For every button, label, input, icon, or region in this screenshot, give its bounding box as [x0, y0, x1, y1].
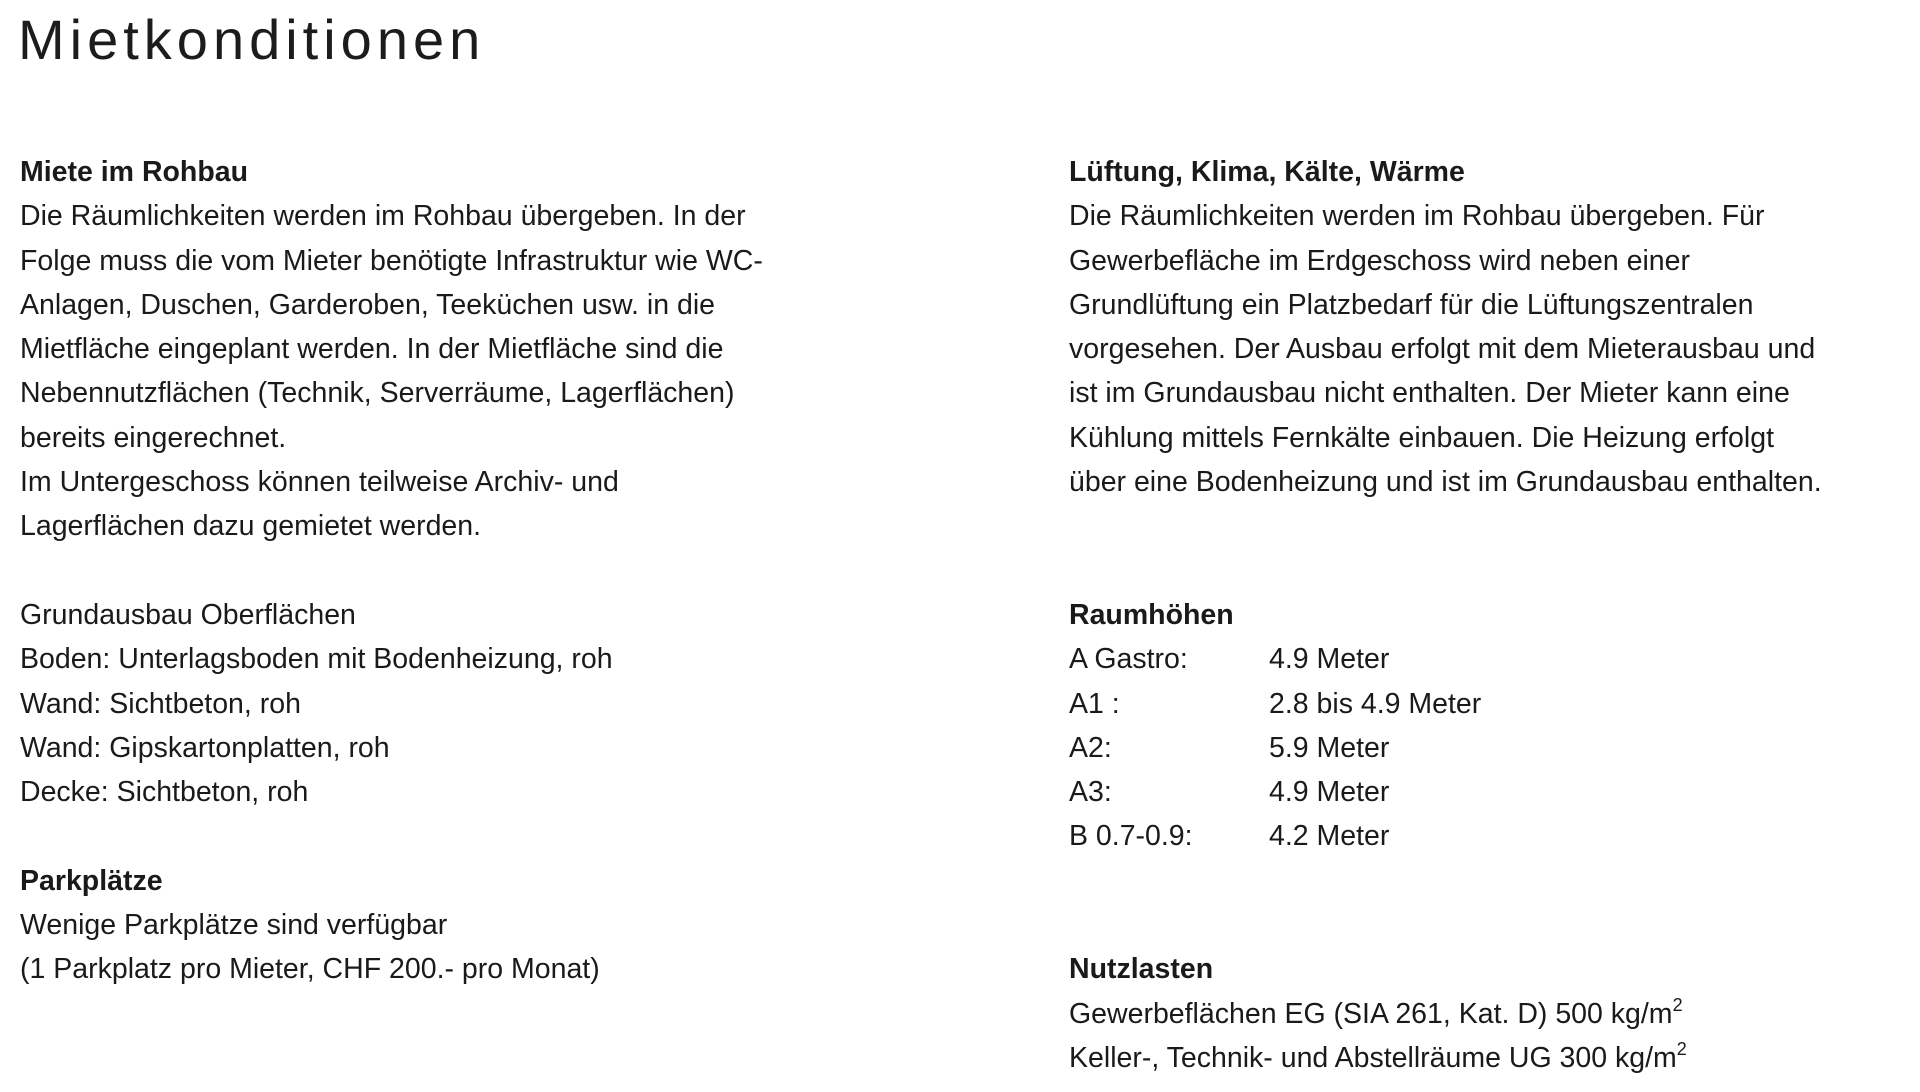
section-heading: Parkplätze [20, 864, 163, 897]
raumhoehe-label: A Gastro: [1069, 643, 1188, 676]
spacer [1069, 859, 1914, 948]
spacer [1069, 504, 1914, 548]
section-miete-im-rohbau [20, 150, 900, 549]
text-line: Gewerbefläche im Erdgeschoss wird neben einer [1069, 244, 1690, 277]
left-column [20, 150, 900, 992]
text-line: (1 Parkplatz pro Mieter, CHF 200.- pro Monat) [20, 953, 600, 986]
nutzlast-line [1069, 992, 1914, 1036]
section-heading: Raumhöhen [1069, 598, 1234, 631]
spacer [20, 549, 900, 593]
text-line: Lagerflächen dazu gemietet werden. [20, 510, 482, 543]
raumhoehe-label: A3: [1069, 776, 1112, 809]
text-line: Die Räumlichkeiten werden im Rohbau übergeben. Für [1069, 200, 1765, 233]
raumhoehe-row [1069, 770, 1914, 814]
page-title: Mietkonditionen [18, 8, 486, 71]
text-line: Folge muss die vom Mieter benötigte Infrastruktur wie WC- [20, 244, 763, 277]
raumhoehe-value: 4.9 Meter [1269, 776, 1390, 809]
text-line: Wenige Parkplätze sind verfügbar [20, 909, 448, 942]
text-line: Im Untergeschoss können teilweise Archiv- und [20, 466, 619, 499]
section-heading: Grundausbau Oberflächen [20, 598, 356, 631]
text-line: bereits eingerechnet. [20, 421, 287, 454]
text-line: Nebennutzflächen (Technik, Serverräume, Lagerflächen) [20, 377, 735, 410]
superscript: 2 [1676, 1038, 1687, 1059]
section-lueftung [1069, 150, 1914, 504]
text-line: Boden: Unterlagsboden mit Bodenheizung, roh [20, 643, 613, 676]
section-raumhoehen [1069, 593, 1914, 859]
section-grundausbau [20, 593, 900, 814]
raumhoehe-label: A1 : [1069, 687, 1120, 720]
raumhoehe-row [1069, 814, 1914, 858]
raumhoehe-row [1069, 726, 1914, 770]
section-heading: Miete im Rohbau [20, 156, 249, 188]
nutzlast-text: Gewerbeflächen EG (SIA 261, Kat. D) 500 kg/m [1069, 997, 1673, 1030]
raumhoehe-label: A2: [1069, 731, 1112, 764]
text-line: Kühlung mittels Fernkälte einbauen. Die Heizung erfolgt [1069, 421, 1774, 454]
nutzlast-text: Keller-, Technik- und Abstellräume UG 300 kg/m [1069, 1041, 1677, 1074]
text-line: Anlagen, Duschen, Garderoben, Teeküchen usw. in die [20, 288, 716, 321]
section-heading: Nutzlasten [1069, 953, 1214, 986]
section-nutzlasten [1069, 947, 1914, 1080]
text-line: Mietfläche eingeplant werden. In der Mietfläche sind die [20, 333, 724, 366]
text-line: Wand: Sichtbeton, roh [20, 687, 301, 720]
raumhoehe-value: 4.2 Meter [1269, 820, 1390, 853]
raumhoehe-row [1069, 682, 1914, 726]
text-line: vorgesehen. Der Ausbau erfolgt mit dem Mieterausbau und [1069, 333, 1816, 366]
raumhoehe-label: B 0.7-0.9: [1069, 820, 1193, 853]
text-line: Decke: Sichtbeton, roh [20, 776, 309, 809]
raumhoehe-row [1069, 637, 1914, 681]
text-line: ist im Grundausbau nicht enthalten. Der Mieter kann eine [1069, 377, 1790, 410]
superscript: 2 [1672, 994, 1683, 1015]
text-line: Die Räumlichkeiten werden im Rohbau übergeben. In der [20, 200, 746, 233]
nutzlast-line [1069, 1036, 1914, 1080]
text-line: Wand: Gipskartonplatten, roh [20, 731, 390, 764]
raumhoehe-value: 2.8 bis 4.9 Meter [1269, 687, 1482, 720]
raumhoehe-value: 4.9 Meter [1269, 643, 1390, 676]
section-heading: Lüftung, Klima, Kälte, Wärme [1069, 156, 1465, 188]
raumhoehe-value: 5.9 Meter [1269, 731, 1390, 764]
text-line: über eine Bodenheizung und ist im Grundausbau enthalten. [1069, 466, 1822, 499]
spacer [1069, 549, 1914, 593]
text-line: Grundlüftung ein Platzbedarf für die Lüftungszentralen [1069, 288, 1754, 321]
right-column [1069, 150, 1914, 1080]
section-parkplaetze [20, 859, 900, 992]
spacer [20, 814, 900, 858]
